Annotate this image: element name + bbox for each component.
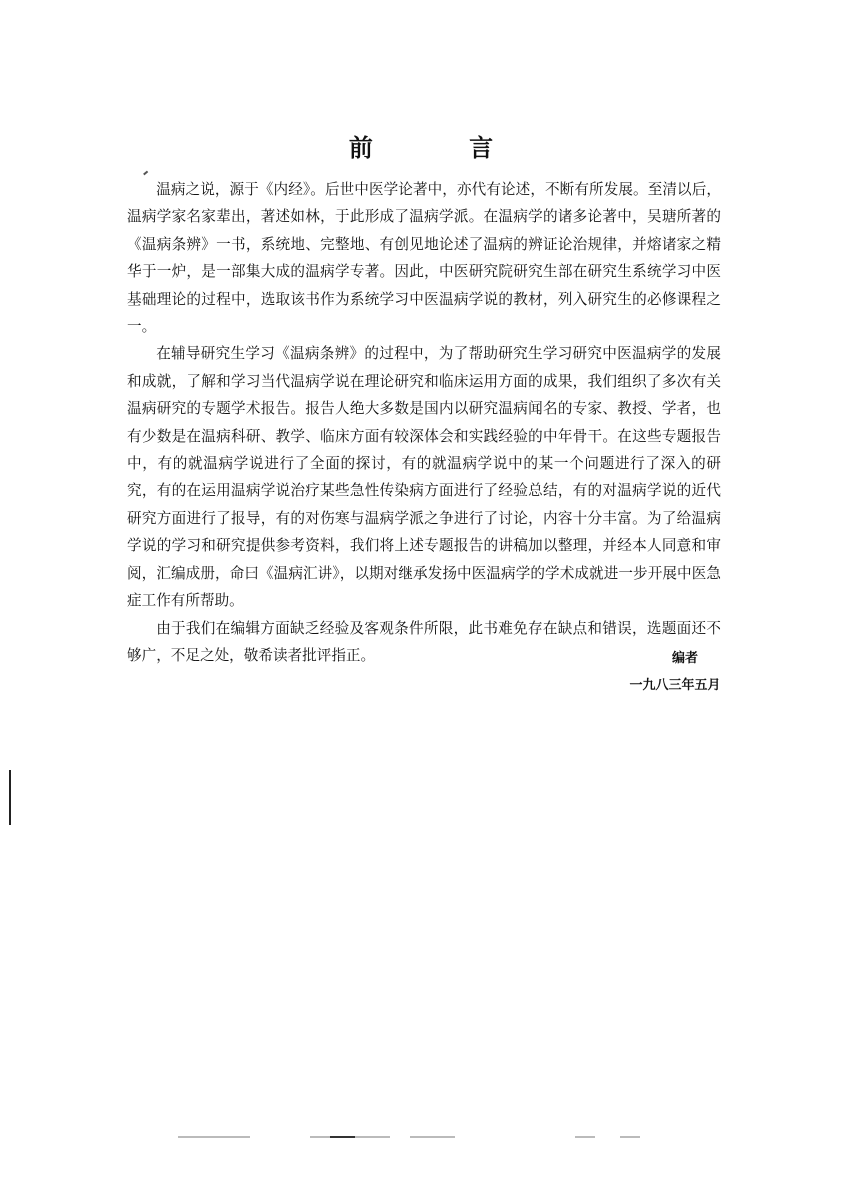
signature-block xyxy=(600,645,750,699)
signature-date: 一九八三年五月 xyxy=(629,678,721,693)
scan-footer-artifact xyxy=(620,1136,640,1138)
signature-author: 编者 xyxy=(671,651,698,666)
paragraph-1: 温病之说，源于《内经》。后世中医学论著中，亦代有论述，不断有所发展。至清以后，温病学家名家辈出，著述如林，于此形成了温病学派。在温病学的诸多论著中，吴瑭所著的《温病条辨》一书，系统地、完整地、有创见地论述了温病的辨证论治规律，并熔诸家之精华于一炉，是一部集大成的温病学专著。因此，中医研究院研究生部在研究生系统学习中医基础理论的过程中，选取该书作为系统学习中医温病学说的教材，列入研究生的必修课程之一。 xyxy=(127,181,721,336)
scan-margin-line xyxy=(9,770,11,825)
scan-footer-artifact xyxy=(330,1136,355,1138)
page-title: 前 言 xyxy=(348,134,538,162)
scan-footer-artifact xyxy=(410,1136,455,1138)
scan-footer-artifact xyxy=(575,1136,595,1138)
scan-artifact-mark xyxy=(143,171,148,175)
paragraph-3: 由于我们在编辑方面缺乏经验及客观条件所限，此书难免存在缺点和错误，选题面还不够广，不足之处，敬希读者批评指正。 xyxy=(127,619,721,664)
scan-footer-artifact xyxy=(215,1136,250,1138)
preface-body xyxy=(127,176,721,669)
paragraph-2: 在辅导研究生学习《温病条辨》的过程中，为了帮助研究生学习研究中医温病学的发展和成就，了解和学习当代温病学说在理论研究和临床运用方面的成果，我们组织了多次有关温病研究的专题学术报告。报告人绝大多数是国内以研究温病闻名的专家、教授、学者，也有少数是在温病科研、教学、临床方面有较深体会和实践经验的中年骨干。在这些专题报告中，有的就温病学说进行了全面的探讨，有的就温病学说中的某一个问题进行了深入的研究，有的在运用温病学说治疗某些急性传染病方面进行了经验总结，有的对温病学说的近代研究方面进行了报导，有的对伤寒与温病学派之争进行了讨论，内容十分丰富。为了给温病学说的学习和研究提供参考资料，我们将上述专题报告的讲稿加以整理，并经本人同意和审阅，汇编成册，命曰《温病汇讲》，以期对继承发扬中医温病学的学术成就进一步开展中医急症工作有所帮助。 xyxy=(127,345,721,610)
